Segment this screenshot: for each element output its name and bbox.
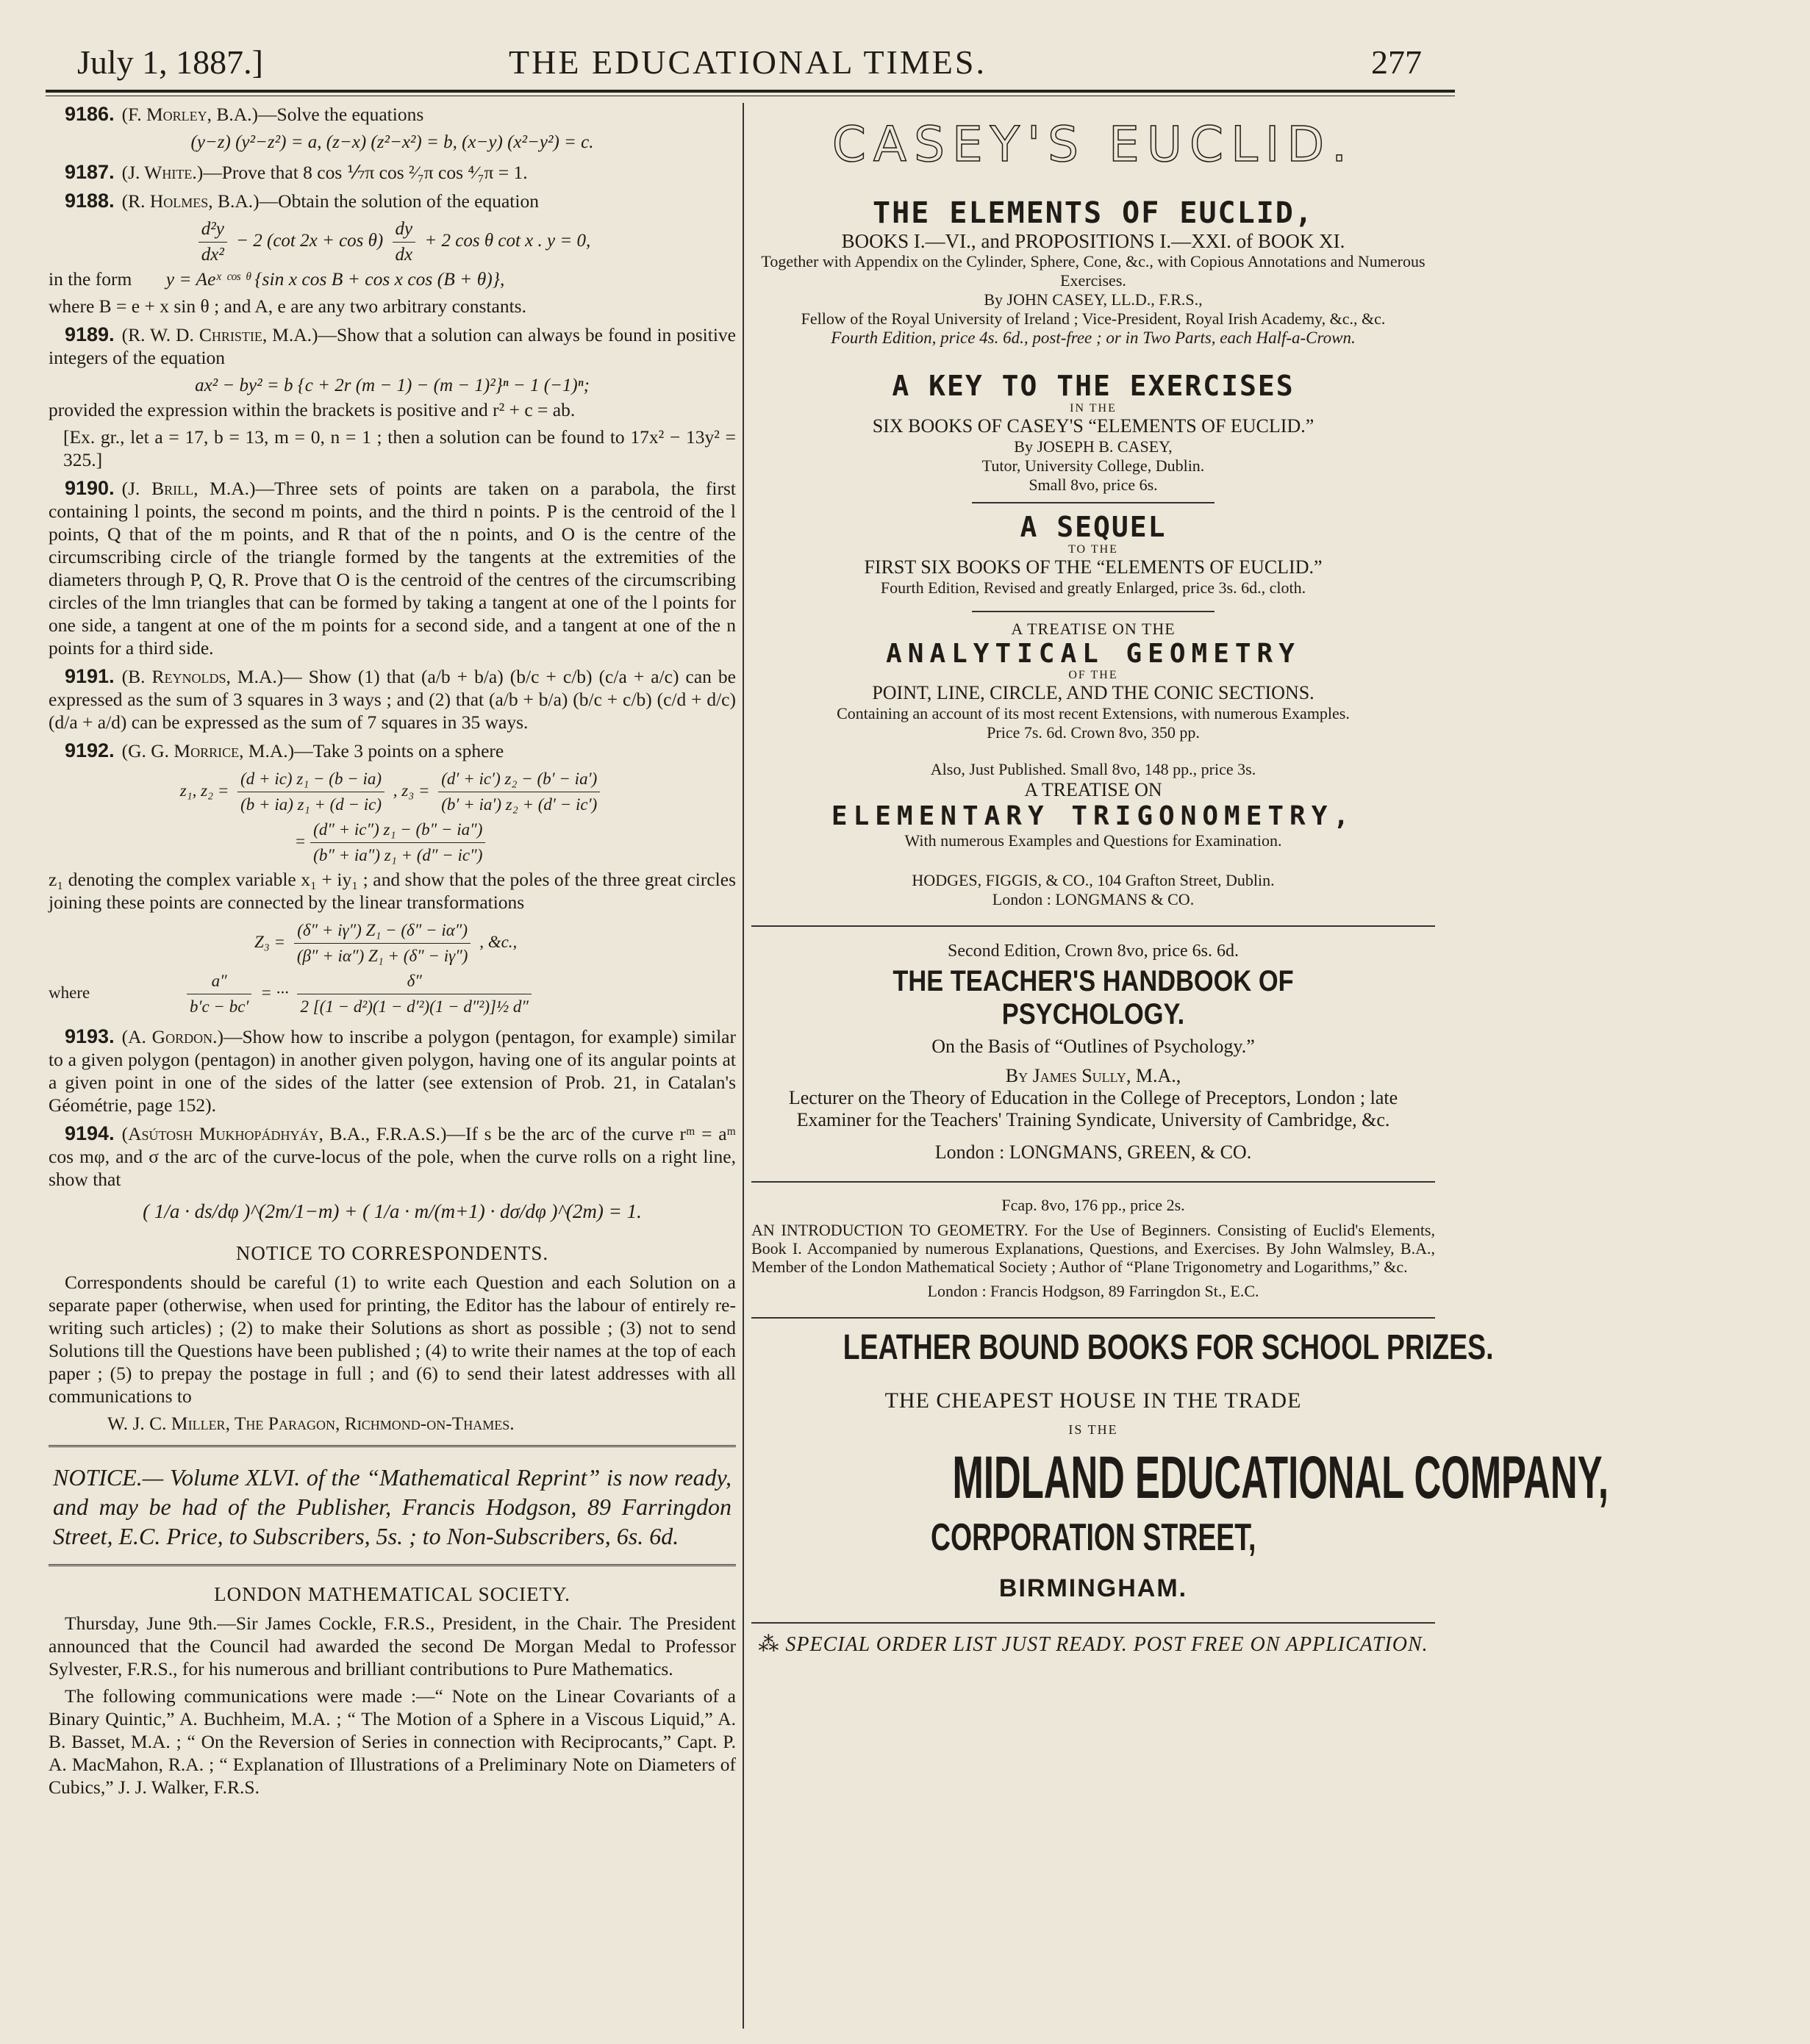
also-published: Also, Just Published. Small 8vo, 148 pp., price 3s.	[930, 760, 1256, 778]
elements-author: By JOHN CASEY, LL.D., F.R.S.,	[984, 290, 1203, 309]
issue-date: July 1, 1887.]	[77, 43, 263, 81]
question-9193: 9193. (A. Gordon.)—Show how to inscribe a polygon (pentagon, for example) similar to a given polygon (pentagon) in another given polygon, having one of its angular points at a given point in one of the sides of the latter (see extension of Prob. 21, in Catalan's Géométrie, page 152).	[49, 1025, 736, 1116]
divider	[972, 502, 1215, 503]
psych-basis: On the Basis of “Outlines of Psychology.”	[931, 1036, 1255, 1057]
equation-9186: (y−z) (y²−z²) = a, (z−x) (z²−x²) = b, (x−y) (x²−y²) = c.	[190, 132, 594, 152]
analytical-of-the: OF THE	[1068, 669, 1118, 681]
section-rule	[49, 1445, 736, 1449]
psych-edition: Second Edition, Crown 8vo, price 6s. 6d.	[948, 942, 1239, 961]
equation-9188: $\frac{\text{d²y}}{\text{dx²}}$ − 2 (cot 2x + cos θ) $\frac{dy}{dx}$ + 2 cos θ cot x . y = 0,	[49, 217, 736, 268]
equation-9192-d: where $\frac{a''}{b'c - bc'}$ = ··· $\frac{\delta''}{\text{2 [(1 − d²)(1 − d′²)(1 − d″²)]½ d″}}$	[49, 969, 736, 1019]
question-9186: 9186. (F. Morley, B.A.)—Solve the equations	[65, 103, 424, 125]
question-9190: 9190. (J. Brill, M.A.)—Three sets of points are taken on a parabola, the first containing l points, the second m points, and the third n points. P is the centroid of the l points, Q that of the m points, and R that of the n points, and O is the centre of the circumscribing circle of the triangle formed by the tangents at the extremities of the diameters through P, Q, R. Prove that O is the centroid of the centres of the circumscribing circles of the lmn triangles that can be formed by taking a tangent at one of the l points for one side, a tangent at one of the m points for a second side, and a tangent at one of the n points for a third side.	[49, 477, 737, 659]
key-title: A KEY TO THE EXERCISES	[892, 370, 1295, 402]
corporation-street: CORPORATION STREET,	[930, 1516, 1256, 1559]
notice-title: NOTICE TO CORRESPONDENTS.	[235, 1242, 549, 1264]
question-9187: 9187. (J. White.)—Prove that 8 cos ⅐π cos ²⁄₇π cos ⁴⁄₇π = 1.	[65, 161, 528, 183]
equation-9194: ( 1/a · ds/dφ )^(2m/1−m) + ( 1/a · m/(m+1) · dσ/dφ )^(2m) = 1.	[143, 1200, 642, 1222]
psych-lecturer: Lecturer on the Theory of Education in the College of Preceptors, London ; late Examiner for the Teachers' Training Syndicate, University of Cambridge, &c.	[788, 1087, 1398, 1130]
key-tutor: Tutor, University College, Dublin.	[981, 456, 1205, 475]
key-author: By JOSEPH B. CASEY,	[1014, 437, 1173, 456]
is-the: IS THE	[1068, 1422, 1118, 1437]
divider	[972, 611, 1215, 612]
key-price: Small 8vo, price 6s.	[1029, 476, 1158, 494]
analytical-subtitle: POINT, LINE, CIRCLE, AND THE CONIC SECTIONS.	[872, 682, 1314, 703]
header-rule	[46, 90, 1455, 93]
section-rule	[751, 1317, 1435, 1319]
cheapest-house: THE CHEAPEST HOUSE IN THE TRADE	[884, 1388, 1302, 1413]
notice-address: W. J. C. Miller, The Paragon, Richmond-on-Thames.	[107, 1413, 515, 1434]
elements-fellow: Fellow of the Royal University of Ireland ; Vice-President, Royal Irish Academy, &c., &c.	[801, 309, 1386, 328]
lms-title: LONDON MATHEMATICAL SOCIETY.	[214, 1583, 570, 1605]
equation-9192-b: = $\frac{\text{(d″ + ic″) z₁ − (b″ − ia″)}}{\text{(b″ + ia″) z₁ + (d″ − ic″)}}$	[49, 817, 736, 868]
elements-title: THE ELEMENTS OF EUCLID,	[873, 196, 1314, 230]
psych-title: THE TEACHER'S HANDBOOK OF PSYCHOLOGY.	[893, 965, 1294, 1030]
example-9189: [Ex. gr., let a = 17, b = 13, m = 0, n = 1 ; then a solution can be found to 17x² − 13y² = 325.]	[63, 426, 736, 470]
reprint-notice: NOTICE.— Volume XLVI. of the “Mathematical Reprint” is now ready, and may be had of the Publisher, Francis Hodgson, 89 Farringdon Street, E.C. Price, to Subscribers, 5s. ; to Non-Subscribers, 6s. 6d.	[53, 1464, 731, 1549]
condition-9189: provided the expression within the brackets is positive and r² + c = ab.	[49, 399, 576, 420]
question-9192: 9192. (G. G. Morrice, M.A.)—Take 3 points on a sphere	[65, 739, 504, 761]
casey-euclid-title: CASEY'S EUCLID.	[831, 116, 1355, 173]
trig-title: ELEMENTARY TRIGONOMETRY,	[831, 801, 1356, 831]
text-9192: z₁ denoting the complex variable x₁ + iy₁ ; and show that the poles of the three great circles joining these points are connected by the linear transformations	[49, 869, 736, 913]
intro-edition: Fcap. 8vo, 176 pp., price 2s.	[1001, 1196, 1185, 1214]
midland-company: MIDLAND EDUCATIONAL COMPANY,	[952, 1444, 1609, 1511]
elements-line-1: Together with Appendix on the Cylinder, Sphere, Cone, &c., with Copious Annotations and Numerous Exercises.	[761, 252, 1426, 290]
leather-books-title: LEATHER BOUND BOOKS FOR SCHOOL PRIZES.	[843, 1328, 1494, 1367]
key-subtitle: SIX BOOKS OF CASEY'S “ELEMENTS OF EUCLID.”	[872, 415, 1314, 437]
section-rule	[49, 1564, 736, 1568]
sequel-subtitle: FIRST SIX BOOKS OF THE “ELEMENTS OF EUCLID.”	[864, 556, 1323, 578]
column-divider	[743, 103, 744, 2029]
lms-paragraph-1: Thursday, June 9th.—Sir James Cockle, F.R.S., President, in the Chair. The President announced that the Council had awarded the second De Morgan Medal to Professor Sylvester, F.R.S., for his numerous and brilliant contributions to Pure Mathematics.	[49, 1613, 736, 1679]
question-9189: 9189. (R. W. D. Christie, M.A.)—Show that a solution can always be found in positive integers of the equation	[49, 323, 736, 368]
equation-9192-c: Z₃ = $\frac{\text{(δ″ + iγ″) Z₁ − (δ″ − iα″)}}{\text{(β″ + iα″) Z₁ + (δ″ − iγ″)}}$ , &c.,	[49, 918, 736, 969]
left-column	[49, 103, 736, 1803]
form-9188: in the form y = Aeˣ ᶜᵒˢ ᶿ {sin x cos B + cos x cos (B + θ)},	[49, 268, 505, 290]
intro-publisher: London : Francis Hodgson, 89 Farringdon St., E.C.	[927, 1282, 1259, 1300]
intro-text: AN INTRODUCTION TO GEOMETRY. For the Use of Beginners. Consisting of Euclid's Elements, Book I. Accompanied by numerous Explanations, Questions, and Exercises. By John Walmsley, B.A., Member of the London Mathematical Society ; Author of “Plane Trigonometry and Logarithms,” &c.	[751, 1221, 1435, 1276]
where-9188: where B = e + x sin θ ; and A, e are any two arbitrary constants.	[49, 295, 526, 317]
trig-pre: A TREATISE ON	[1024, 779, 1162, 800]
treatise-pre: A TREATISE ON THE	[1011, 620, 1176, 638]
page-number: 277	[1371, 43, 1422, 81]
sequel-title: A SEQUEL	[1020, 511, 1167, 543]
page-header	[44, 29, 1451, 88]
analytical-line: Containing an account of its most recent Extensions, with numerous Examples.	[837, 704, 1350, 722]
psych-author: By James Sully, M.A.,	[1005, 1065, 1181, 1086]
elements-price: Fourth Edition, price 4s. 6d., post-free ; or in Two Parts, each Half-a-Crown.	[831, 329, 1356, 347]
publisher-london: London : LONGMANS & CO.	[992, 890, 1195, 908]
notice-text: Correspondents should be careful (1) to write each Question and each Solution on a separate paper (otherwise, when used for printing, the Editor has the labour of entirely re-writing such articles) ; (2) to make their Solutions as short as possible ; (3) not to send Solutions till the Questions have been published ; (4) to write their names at the top of each paper ; (5) to prepay the postage in full ; and (6) to send their latest addresses with all communications to	[49, 1272, 736, 1407]
trig-subtitle: With numerous Examples and Questions for Examination.	[904, 831, 1282, 850]
section-rule	[751, 925, 1435, 927]
section-rule	[751, 1622, 1435, 1624]
publication-title: THE EDUCATIONAL TIMES.	[509, 43, 987, 81]
birmingham: BIRMINGHAM.	[998, 1574, 1188, 1602]
right-column	[751, 103, 1609, 1657]
elements-subtitle: BOOKS I.—VI., and PROPOSITIONS I.—XXI. of BOOK XI.	[841, 230, 1345, 252]
equation-9192-a: z₁, z₂ = $\frac{\text{(d + ic) z₁ − (b − ia)}}{\text{(b + ia) z₁ + (d − ic)}}$ , z₃ = $\frac{\text{(d′ + ic′) z₂ − (b′ − ia′)}}{\text{(b′ + ia′) z₂ + (d′ − ic′)}}$	[49, 767, 736, 817]
question-9194: 9194. (Asútosh Mukhopádhyáy, B.A., F.R.A.S.)—If s be the arc of the curve rᵐ = aᵐ cos mφ, and σ the arc of the curve-locus of the pole, when the curve rolls on a right line, show that	[49, 1122, 736, 1190]
key-in-the: IN THE	[1070, 402, 1117, 415]
analytical-title: ANALYTICAL GEOMETRY	[886, 639, 1301, 669]
question-9191: 9191. (B. Reynolds, M.A.)— Show (1) that (a/b + b/a) (b/c + c/b) (c/a + a/c) can be expressed as the sum of 3 squares in 3 ways ; and (2) that (a/b + b/a) (b/c + c/b) (c/d + d/c) (d/a + a/d) can be expressed as the sum of 7 squares in 35 ways.	[49, 665, 736, 733]
question-9188: 9188. (R. Holmes, B.A.)—Obtain the solution of the equation	[65, 190, 539, 212]
section-rule	[751, 1181, 1435, 1183]
lms-paragraph-2: The following communications were made :—“ Note on the Linear Covariants of a Binary Quintic,” A. Buchheim, M.A. ; “ The Motion of a Sphere in a Viscous Liquid,” A. B. Basset, M.A. ; “ On the Reversion of Series in connection with Reciprocants,” Capt. P. A. MacMahon, R.A. ; “ Explanation of Illustrations of a Preliminary Note on Diameters of Cubics,” J. J. Walker, F.R.S.	[49, 1685, 736, 1798]
special-order-list: ⁂ SPECIAL ORDER LIST JUST READY. POST FREE ON APPLICATION.	[758, 1633, 1428, 1656]
analytical-price: Price 7s. 6d. Crown 8vo, 350 pp.	[987, 723, 1200, 742]
sequel-to-the: TO THE	[1068, 543, 1118, 556]
sequel-price: Fourth Edition, Revised and greatly Enlarged, price 3s. 6d., cloth.	[880, 578, 1306, 597]
publisher-dublin: HODGES, FIGGIS, & CO., 104 Grafton Street, Dublin.	[912, 871, 1275, 889]
psych-publisher: London : LONGMANS, GREEN, & CO.	[934, 1141, 1252, 1163]
equation-9189: ax² − by² = b {c + 2r (m − 1) − (m − 1)²}ⁿ − 1 (−1)ⁿ;	[195, 376, 590, 395]
